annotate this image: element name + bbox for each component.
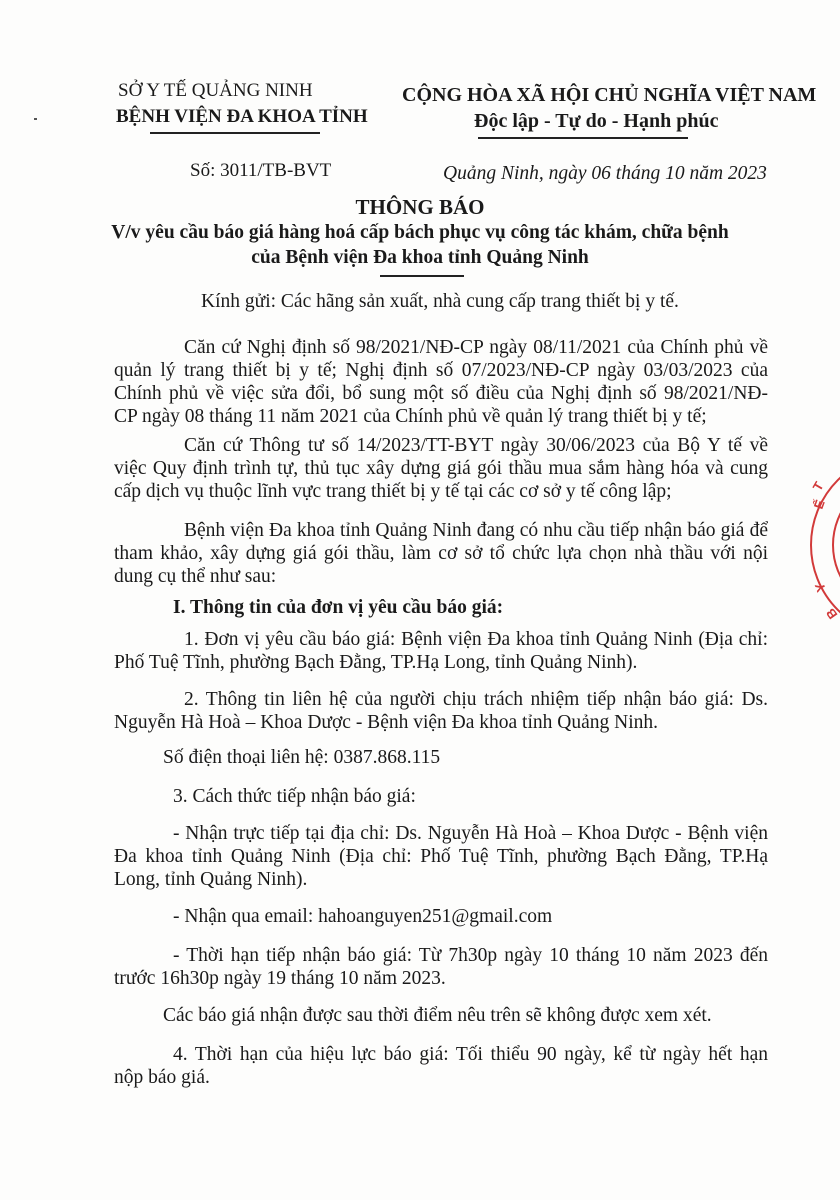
subject-underline: [380, 275, 464, 277]
org-name: BỆNH VIỆN ĐA KHOA TỈNH: [116, 106, 368, 127]
late-submission-note: Các báo giá nhận được sau thời điểm nêu trên sẽ không được xem xét.: [163, 1005, 712, 1026]
item-3: 3. Cách thức tiếp nhận báo giá:: [173, 786, 416, 807]
national-title: CỘNG HÒA XÃ HỘI CHỦ NGHĨA VIỆT NAM: [402, 84, 817, 106]
stamp-fragment-text-2: Ế: [810, 497, 828, 512]
section-1-heading: I. Thông tin của đơn vị yêu cầu báo giá:: [173, 597, 504, 618]
document-title: THÔNG BÁO: [355, 195, 485, 219]
intro-paragraph: Bệnh viện Đa khoa tỉnh Quảng Ninh đang có nhu cầu tiếp nhận báo giá để tham khảo, xây dựng giá gói thầu, làm cơ sở tổ chức lựa chọn nhà thầu với nội dung cụ thể như sau:: [114, 520, 768, 587]
subject-line-1: V/v yêu cầu báo giá hàng hoá cấp bách phục vụ công tác khám, chữa bệnh: [111, 222, 729, 243]
stamp-inner-ring: [833, 475, 840, 615]
item-4: 4. Thời hạn của hiệu lực báo giá: Tối thiểu 90 ngày, kể từ ngày hết hạn nộp báo giá.: [114, 1044, 768, 1088]
email-submission: - Nhận qua email: hahoanguyen251@gmail.com: [173, 906, 553, 927]
contact-phone: Số điện thoại liên hệ: 0387.868.115: [163, 747, 441, 768]
document-number: Số: 3011/TB-BVT: [190, 160, 332, 181]
org-underline: [150, 132, 320, 134]
item-2: 2. Thông tin liên hệ của người chịu trách nhiệm tiếp nhận báo giá: Ds. Nguyễn Hà Hoà – Khoa Dược - Bệnh viện Đa khoa tỉnh Quảng Ninh.: [114, 689, 768, 733]
legal-basis-2: Căn cứ Thông tư số 14/2023/TT-BYT ngày 30/06/2023 của Bộ Y tế về việc Quy định trình tự, thủ tục xây dựng giá gói thầu mua sắm hàng hóa và cung cấp dịch vụ thuộc lĩnh vực trang thiết bị y tế tại các cơ sở y tế công lập;: [114, 435, 768, 502]
scan-speck: [34, 118, 37, 120]
stamp-fragment-text-4: B: [822, 605, 840, 622]
direct-submission: - Nhận trực tiếp tại địa chỉ: Ds. Nguyễn Hà Hoà – Khoa Dược - Bệnh viện Đa khoa tỉnh Quảng Ninh (Địa chỉ: Phố Tuệ Tĩnh, phường Bạch Đằng, TP.Hạ Long, tỉnh Quảng Ninh).: [114, 823, 768, 890]
submission-deadline: - Thời hạn tiếp nhận báo giá: Từ 7h30p ngày 10 tháng 10 năm 2023 đến trước 16h30p ngày 19 tháng 10 năm 2023.: [114, 945, 768, 989]
legal-basis-1: Căn cứ Nghị định số 98/2021/NĐ-CP ngày 08/11/2021 của Chính phủ về quản lý trang thiết bị y tế; Nghị định số 07/2023/NĐ-CP ngày 03/03/2023 của Chính phủ về việc sửa đổi, bổ sung một số điều của Nghị định số 98/2021/NĐ- CP ngày 08 tháng 11 năm 2021 của Chính phủ về quản lý trang thiết bị y tế;: [114, 337, 768, 427]
item-1: 1. Đơn vị yêu cầu báo giá: Bệnh viện Đa khoa tỉnh Quảng Ninh (Địa chỉ: Phố Tuệ Tĩnh, phường Bạch Đằng, TP.Hạ Long, tỉnh Quảng Ninh).: [114, 629, 768, 673]
recipient: Kính gửi: Các hãng sản xuất, nhà cung cấp trang thiết bị y tế.: [201, 291, 679, 312]
subject-line-2: của Bệnh viện Đa khoa tỉnh Quảng Ninh: [251, 247, 589, 268]
stamp-fragment-text-3: Y: [811, 580, 829, 595]
national-motto: Độc lập - Tự do - Hạnh phúc: [474, 110, 719, 132]
org-parent: SỞ Y TẾ QUẢNG NINH: [118, 80, 313, 101]
stamp-fragment-text-1: T: [809, 479, 827, 494]
official-stamp: [808, 440, 840, 650]
motto-underline: [478, 137, 688, 139]
place-date: Quảng Ninh, ngày 06 tháng 10 năm 2023: [443, 163, 767, 184]
